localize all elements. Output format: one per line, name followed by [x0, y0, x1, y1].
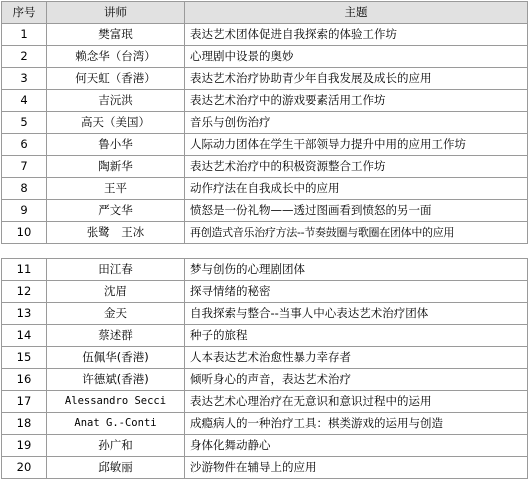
header-topic: 主题: [185, 2, 528, 24]
row-topic: 成瘾病人的一种治疗工具：棋类游戏的运用与创造: [185, 413, 528, 435]
row-topic: 人际动力团体在学生干部领导力提升中用的应用工作坊: [185, 134, 528, 156]
table-row: [2, 347, 528, 369]
row-lecturer: 伍佩华(香港): [47, 347, 185, 369]
row-topic: 倾听身心的声音，表达艺术治疗: [185, 369, 528, 391]
header-row: [2, 2, 528, 24]
row-num: 5: [2, 112, 47, 134]
row-topic: 表达艺术团体促进自我探索的体验工作坊: [185, 24, 528, 46]
row-lecturer: 蔡述群: [47, 325, 185, 347]
row-topic: 心理剧中设景的奥妙: [185, 46, 528, 68]
row-num: 10: [2, 222, 47, 244]
table-row: [2, 200, 528, 222]
header-num: 序号: [2, 2, 47, 24]
row-topic: 音乐与创伤治疗: [185, 112, 528, 134]
table-row: [2, 457, 528, 479]
row-lecturer: 王平: [47, 178, 185, 200]
row-topic: 再创造式音乐治疗方法--节奏鼓圈与歌圈在团体中的应用: [185, 222, 528, 244]
row-lecturer: 樊富珉: [47, 24, 185, 46]
row-num: 13: [2, 303, 47, 325]
lecture-schedule-table-1: [1, 1, 528, 244]
table-row: [2, 413, 528, 435]
row-num: 11: [2, 259, 47, 281]
row-num: 12: [2, 281, 47, 303]
row-num: 6: [2, 134, 47, 156]
row-num: 3: [2, 68, 47, 90]
row-lecturer: 邱敏丽: [47, 457, 185, 479]
table-row: [2, 24, 528, 46]
row-lecturer: 何天虹（香港）: [47, 68, 185, 90]
lecture-schedule-table-2: [1, 258, 528, 479]
row-topic: 种子的旅程: [185, 325, 528, 347]
row-num: 1: [2, 24, 47, 46]
table-row: [2, 369, 528, 391]
table-row: [2, 281, 528, 303]
row-lecturer: 田江春: [47, 259, 185, 281]
row-lecturer: Alessandro Secci: [47, 391, 185, 413]
row-num: 16: [2, 369, 47, 391]
row-num: 19: [2, 435, 47, 457]
row-lecturer: 高天（美国）: [47, 112, 185, 134]
row-lecturer: 鲁小华: [47, 134, 185, 156]
table-row: [2, 46, 528, 68]
row-topic: 表达艺术治疗中的积极资源整合工作坊: [185, 156, 528, 178]
table-row: [2, 156, 528, 178]
table-row: [2, 134, 528, 156]
header-lecturer: 讲师: [47, 2, 185, 24]
row-lecturer: 吉沅洪: [47, 90, 185, 112]
row-lecturer: 陶新华: [47, 156, 185, 178]
row-num: 2: [2, 46, 47, 68]
row-topic: 身体化舞动静心: [185, 435, 528, 457]
row-num: 15: [2, 347, 47, 369]
row-lecturer: 沈眉: [47, 281, 185, 303]
row-num: 20: [2, 457, 47, 479]
row-num: 4: [2, 90, 47, 112]
table-row: [2, 68, 528, 90]
table-row: [2, 112, 528, 134]
row-topic: 探寻情绪的秘密: [185, 281, 528, 303]
row-topic: 表达艺术治疗中的游戏要素活用工作坊: [185, 90, 528, 112]
row-topic: 表达艺术治疗协助青少年自我发展及成长的应用: [185, 68, 528, 90]
row-num: 8: [2, 178, 47, 200]
table-row: [2, 435, 528, 457]
row-topic: 自我探索与整合--当事人中心表达艺术治疗团体: [185, 303, 528, 325]
row-lecturer: 许德斌(香港): [47, 369, 185, 391]
table-row: [2, 222, 528, 244]
row-num: 14: [2, 325, 47, 347]
row-num: 9: [2, 200, 47, 222]
row-topic: 沙游物件在辅导上的应用: [185, 457, 528, 479]
row-topic: 梦与创伤的心理剧团体: [185, 259, 528, 281]
table-row: [2, 325, 528, 347]
row-topic: 愤怒是一份礼物——透过图画看到愤怒的另一面: [185, 200, 528, 222]
row-lecturer: 张鹭 王冰: [47, 222, 185, 244]
row-num: 17: [2, 391, 47, 413]
row-lecturer: 金天: [47, 303, 185, 325]
row-topic: 表达艺术心理治疗在无意识和意识过程中的运用: [185, 391, 528, 413]
table-row: [2, 90, 528, 112]
row-lecturer: 孙广和: [47, 435, 185, 457]
table-row: [2, 391, 528, 413]
row-topic: 人本表达艺术治愈性暴力幸存者: [185, 347, 528, 369]
row-lecturer: 赖念华（台湾）: [47, 46, 185, 68]
row-topic: 动作疗法在自我成长中的应用: [185, 178, 528, 200]
row-lecturer: 严文华: [47, 200, 185, 222]
row-num: 7: [2, 156, 47, 178]
table-row: [2, 178, 528, 200]
table-row: [2, 303, 528, 325]
row-lecturer: Anat G.-Conti: [47, 413, 185, 435]
row-num: 18: [2, 413, 47, 435]
table-row: [2, 259, 528, 281]
